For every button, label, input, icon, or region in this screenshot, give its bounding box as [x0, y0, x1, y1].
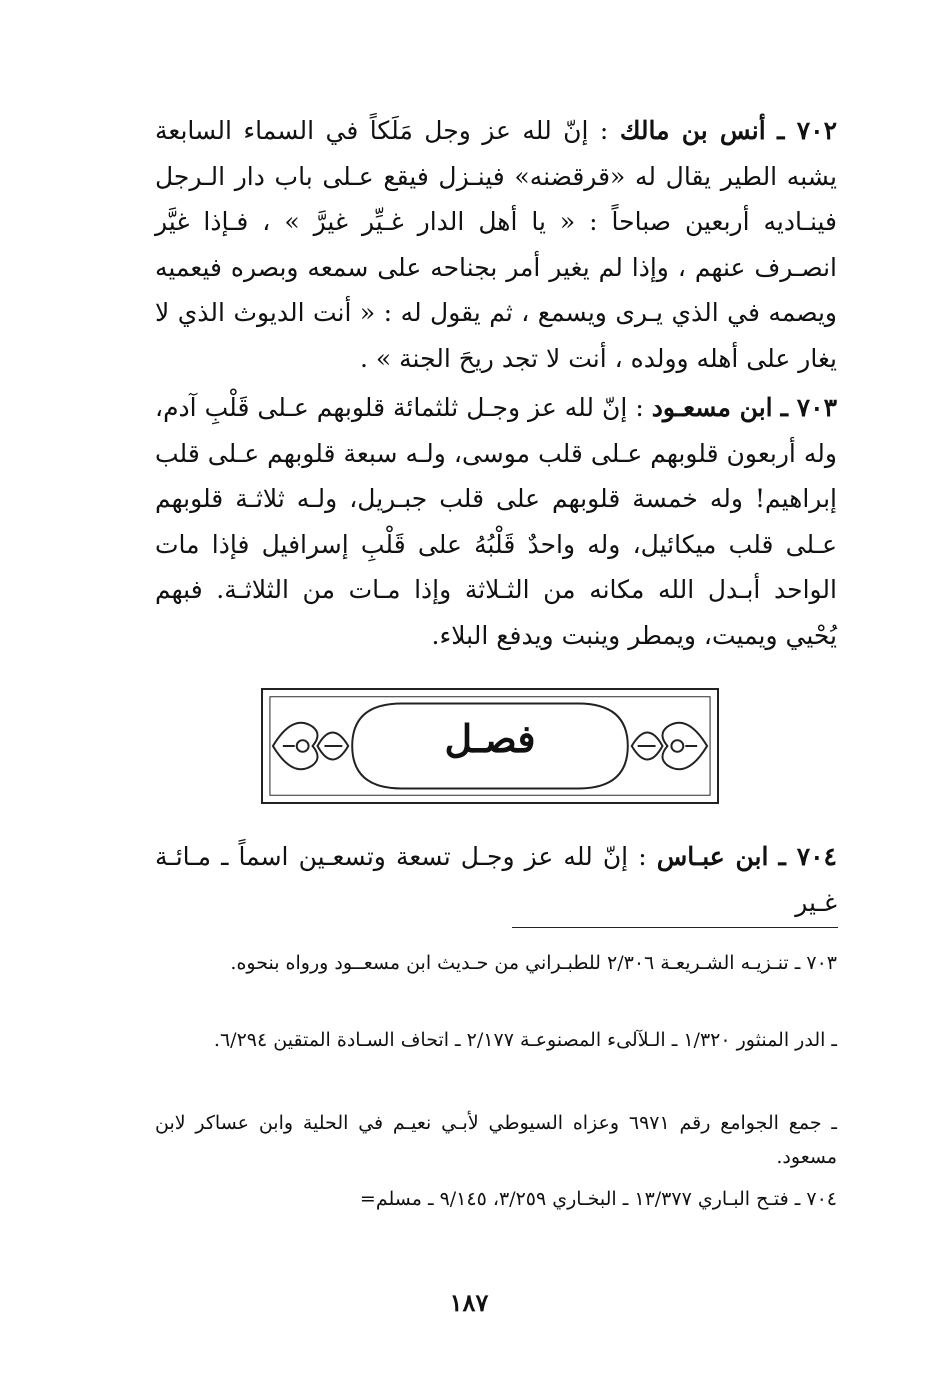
hadith-text: : إنّ لله عز وجـل تسعة وتسعـين اسماً ـ مـائـة غـير	[155, 842, 837, 917]
hadith-text: : إنّ لله عز وجل مَلَكاً في السماء السابعة يشبه الطير يقال له «قرقضنه» فينـزل فيقع عـلى باب دار الـرجل فينـاديه أربعين صباحاً : « يا أهل الدار غـيِّر غيرَّ » ، فـإذا غيَّر انصـرف عنهم ، وإذا لم يغير أمر بجناحه على سمعه وبصره فيعميه ويصمه في الذي يـرى ويسمع ، ثم يقول له : « أنت الديوث الذي لا يغار على أهله وولده ، أنت لا تجد ريحَ الجنة » .	[155, 116, 837, 373]
footnote: ٧٠٣ ـ تنـزيـه الشـريعـة ٢/٣٠٦ للطبـراني من حـديث ابن مسعــود ورواه بنحوه.	[230, 952, 837, 974]
page-number: ١٨٧	[449, 1288, 489, 1317]
hadith-number: ٧٠٢ ـ	[777, 116, 838, 145]
hadith-number: ٧٠٤ ـ	[778, 842, 837, 871]
narrator-name: أنس بن مالك	[619, 116, 766, 145]
hadith-text: : إنّ لله عز وجـل ثلثمائة قلوبهم عـلى قَلْبِ آدم، وله أربعون قلوبهم عـلى قلب موسى، ولـه سبعة قلوبهم عـلى قلب إبراهيم! وله خمسة قلوبهم على قلب جبـريل، ولـه ثلاثـة قلوبهم عـلى قلب ميكائيل، وله واحدٌ قَلْبُهُ على قَلْبِ إسرافيل فإذا مات الواحد أبـدل الله مكانه من الثـلاثة وإذا مـات من الثلاثـة. فبهم يُحْيي ويميت، ويمطر وينبت ويدفع البلاء.	[155, 393, 837, 650]
narrator-name: ابن مسعـود	[651, 393, 773, 422]
footnote: ـ الدر المنثور ١/٣٢٠ ـ الـلآلىء المصنوعـة ٢/١٧٧ ـ اتحاف السـادة المتقين ٦/٢٩٤.	[213, 1029, 837, 1051]
hadith-703	[155, 385, 837, 658]
hadith-number: ٧٠٣ ـ	[780, 393, 838, 422]
footnote: ٧٠٤ ـ فتـح البـاري ١٣/٣٧٧ ـ البخـاري ٣/٢٥٩، ٩/١٤٥ ـ مسلم=	[359, 1188, 837, 1210]
footnote-separator	[512, 927, 838, 928]
hadith-702	[155, 108, 837, 381]
section-heading-frame	[261, 688, 719, 804]
hadith-704	[155, 834, 837, 925]
footnote: ـ جمع الجوامع رقم ٦٩٧١ وعزاه السيوطي لأبـي نعيـم في الحلية وابن عساكر لابن مسعود.	[155, 1112, 837, 1168]
section-heading: فصـل	[444, 716, 536, 761]
narrator-name: ابن عبـاس	[656, 842, 769, 871]
